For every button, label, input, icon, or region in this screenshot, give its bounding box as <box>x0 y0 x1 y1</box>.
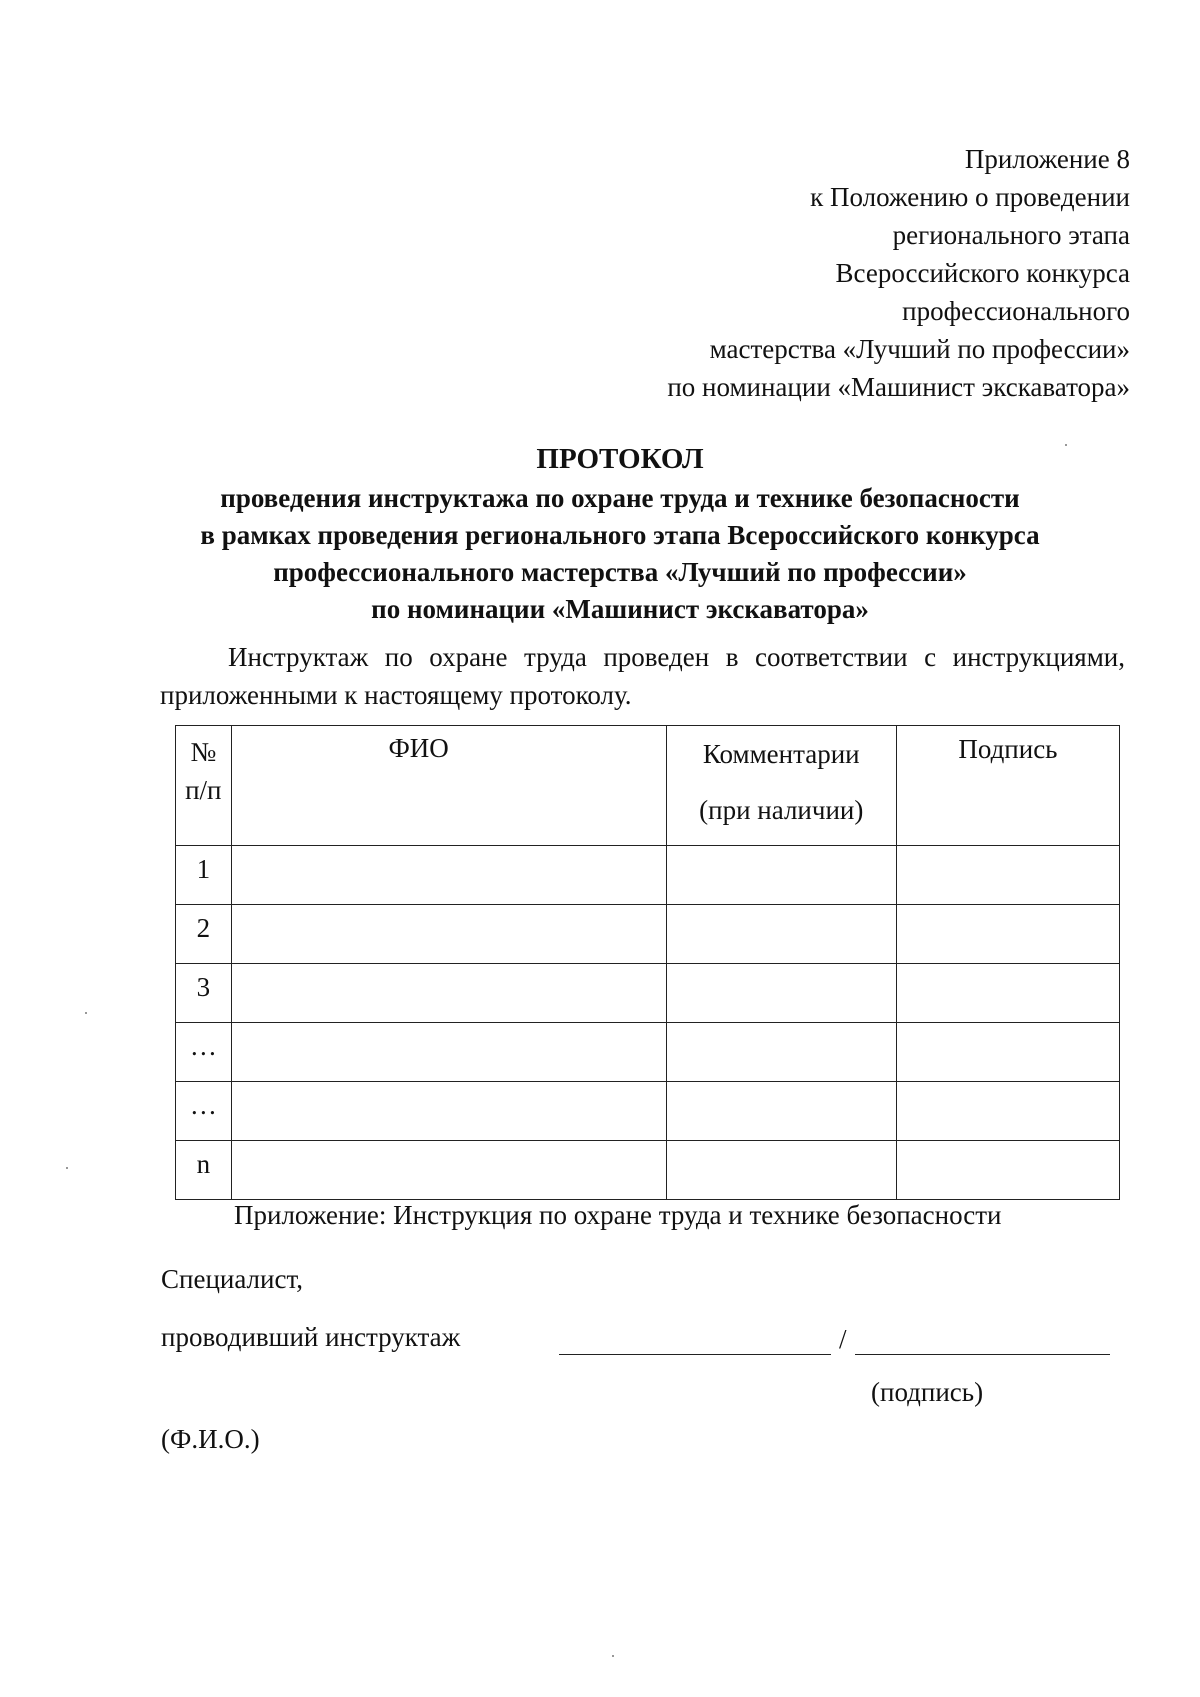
appendix-line: мастерства «Лучший по профессии» <box>709 334 1130 364</box>
row-number: … <box>176 1082 232 1141</box>
fio-cell[interactable] <box>231 846 666 905</box>
appendix-line: по номинации «Машинист экскаватора» <box>667 372 1130 402</box>
signature-cell[interactable] <box>896 964 1119 1023</box>
fio-cell[interactable] <box>231 1082 666 1141</box>
table-row <box>176 846 1120 905</box>
signature-caption: (подпись) <box>871 1377 984 1407</box>
signature-separator: / <box>839 1324 847 1354</box>
comment-cell[interactable] <box>666 1023 896 1082</box>
signature-cell[interactable] <box>896 905 1119 964</box>
fio-cell[interactable] <box>231 905 666 964</box>
header-comment-label: Комментарии <box>702 739 860 769</box>
fio-caption: (Ф.И.О.) <box>161 1424 260 1454</box>
appendix-line: профессионального <box>902 296 1130 326</box>
header-signature: Подпись <box>896 726 1119 846</box>
header-num-label: п/п <box>185 775 222 805</box>
scan-speck <box>612 1655 614 1657</box>
signature-cell[interactable] <box>896 1023 1119 1082</box>
row-number: n <box>176 1141 232 1200</box>
row-number: 1 <box>176 846 232 905</box>
title-line: по номинации «Машинист экскаватора» <box>371 594 869 624</box>
document-title <box>150 441 1090 628</box>
intro-paragraph <box>160 638 1125 714</box>
table-row <box>176 1141 1120 1200</box>
attachment-note: Приложение: Инструкция по охране труда и технике безопасности <box>234 1200 1002 1230</box>
title-main: ПРОТОКОЛ <box>536 443 704 475</box>
comment-cell[interactable] <box>666 1082 896 1141</box>
table-header-row <box>176 726 1120 846</box>
scan-speck <box>1065 444 1067 446</box>
comment-cell[interactable] <box>666 905 896 964</box>
header-num-symbol: № <box>190 737 217 767</box>
appendix-reference <box>667 140 1130 406</box>
table-row <box>176 1023 1120 1082</box>
scan-speck <box>85 1012 87 1014</box>
signature-blank[interactable] <box>559 1324 831 1355</box>
fio-cell[interactable] <box>231 1141 666 1200</box>
row-number: … <box>176 1023 232 1082</box>
row-number: 3 <box>176 964 232 1023</box>
table-row <box>176 1082 1120 1141</box>
intro-line: Инструктаж по охране труда проведен в соответствии с инструкциями, <box>228 642 1125 672</box>
conducted-label: проводивший инструктаж <box>161 1322 461 1352</box>
signature-line <box>559 1324 1110 1355</box>
fio-cell[interactable] <box>231 964 666 1023</box>
scan-speck <box>66 1167 68 1169</box>
appendix-line: к Положению о проведении <box>810 182 1130 212</box>
table-row <box>176 905 1120 964</box>
attendance-table <box>175 725 1120 1200</box>
signature-cell[interactable] <box>896 1141 1119 1200</box>
title-line: профессионального мастерства «Лучший по профессии» <box>273 557 967 587</box>
signature-cell[interactable] <box>896 1082 1119 1141</box>
signature-cell[interactable] <box>896 846 1119 905</box>
header-fio: ФИО <box>231 726 666 846</box>
comment-cell[interactable] <box>666 1141 896 1200</box>
fio-cell[interactable] <box>231 1023 666 1082</box>
header-num <box>176 726 232 846</box>
comment-cell[interactable] <box>666 846 896 905</box>
appendix-line: Приложение 8 <box>964 144 1130 174</box>
header-comment-note: (при наличии) <box>699 795 864 825</box>
appendix-line: Всероссийского конкурса <box>835 258 1130 288</box>
header-comment <box>666 726 896 846</box>
intro-line: приложенными к настоящему протоколу. <box>160 680 632 710</box>
fio-blank[interactable] <box>855 1324 1110 1355</box>
appendix-line: регионального этапа <box>892 220 1130 250</box>
title-line: проведения инструктажа по охране труда и технике безопасности <box>220 483 1020 513</box>
table-row <box>176 964 1120 1023</box>
comment-cell[interactable] <box>666 964 896 1023</box>
specialist-label: Специалист, <box>161 1264 303 1294</box>
title-line: в рамках проведения регионального этапа Всероссийского конкурса <box>200 520 1040 550</box>
row-number: 2 <box>176 905 232 964</box>
